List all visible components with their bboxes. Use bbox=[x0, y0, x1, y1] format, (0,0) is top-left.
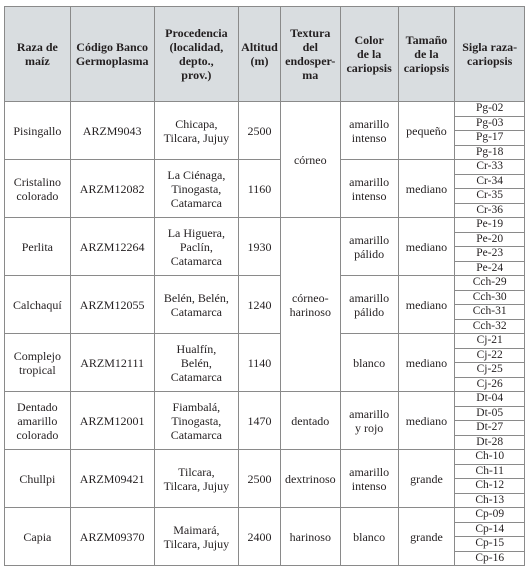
sigla-cell: Cch-29 bbox=[455, 276, 525, 291]
codigo-cell: ARZM9043 bbox=[70, 102, 154, 160]
codigo-cell: ARZM09421 bbox=[70, 450, 154, 508]
sigla-cell: Ch-11 bbox=[455, 464, 525, 479]
sigla-cell: Pe-20 bbox=[455, 232, 525, 247]
header-raza: Raza de maíz bbox=[5, 7, 71, 102]
raza-cell: Perlita bbox=[5, 218, 71, 276]
sigla-cell: Cch-30 bbox=[455, 290, 525, 305]
sigla-cell: Cch-32 bbox=[455, 319, 525, 334]
sigla-cell: Cch-31 bbox=[455, 305, 525, 320]
sigla-cell: Dt-28 bbox=[455, 435, 525, 450]
sigla-cell: Cj-22 bbox=[455, 348, 525, 363]
raza-cell: Calchaquí bbox=[5, 276, 71, 334]
sigla-cell: Pe-19 bbox=[455, 218, 525, 233]
altitud-cell: 1930 bbox=[239, 218, 281, 276]
sigla-cell: Ch-13 bbox=[455, 493, 525, 508]
codigo-cell: ARZM12001 bbox=[70, 392, 154, 450]
procedencia-cell: La Ciénaga, Tinogasta, Catamarca bbox=[154, 160, 239, 218]
sigla-cell: Ch-10 bbox=[455, 450, 525, 465]
raza-cell: Chullpi bbox=[5, 450, 71, 508]
sigla-cell: Pg-02 bbox=[455, 102, 525, 117]
color-cell: amarillo intenso bbox=[340, 160, 398, 218]
textura-cell: córneo bbox=[280, 102, 340, 218]
sigla-cell: Dt-04 bbox=[455, 392, 525, 407]
color-cell: amarillo intenso bbox=[340, 102, 398, 160]
table-row bbox=[5, 508, 525, 523]
textura-cell: córneo- harinoso bbox=[280, 218, 340, 392]
maize-races-table bbox=[4, 6, 525, 566]
procedencia-cell: Fiambalá, Tinogasta, Catamarca bbox=[154, 392, 239, 450]
raza-cell: Cristalino colorado bbox=[5, 160, 71, 218]
table-row bbox=[5, 102, 525, 117]
altitud-cell: 1160 bbox=[239, 160, 281, 218]
codigo-cell: ARZM09370 bbox=[70, 508, 154, 566]
textura-cell: dextrinoso bbox=[280, 450, 340, 508]
raza-cell: Pisingallo bbox=[5, 102, 71, 160]
sigla-cell: Cr-34 bbox=[455, 174, 525, 189]
tamano-cell: mediano bbox=[398, 392, 455, 450]
procedencia-cell: La Higuera, Paclín, Catamarca bbox=[154, 218, 239, 276]
header-textura: Textura del endosper- ma bbox=[280, 7, 340, 102]
sigla-cell: Cr-35 bbox=[455, 189, 525, 204]
raza-cell: Complejo tropical bbox=[5, 334, 71, 392]
table-row bbox=[5, 392, 525, 407]
tamano-cell: mediano bbox=[398, 160, 455, 218]
altitud-cell: 2500 bbox=[239, 102, 281, 160]
header-row bbox=[5, 7, 525, 102]
color-cell: amarillo y rojo bbox=[340, 392, 398, 450]
altitud-cell: 1140 bbox=[239, 334, 281, 392]
sigla-cell: Cp-09 bbox=[455, 508, 525, 523]
codigo-cell: ARZM12055 bbox=[70, 276, 154, 334]
procedencia-cell: Tilcara, Tilcara, Jujuy bbox=[154, 450, 239, 508]
sigla-cell: Cj-26 bbox=[455, 377, 525, 392]
textura-cell: dentado bbox=[280, 392, 340, 450]
header-color: Color de la cariopsis bbox=[340, 7, 398, 102]
color-cell: amarillo intenso bbox=[340, 450, 398, 508]
codigo-cell: ARZM12264 bbox=[70, 218, 154, 276]
color-cell: amarillo pálido bbox=[340, 276, 398, 334]
sigla-cell: Cj-21 bbox=[455, 334, 525, 349]
header-sigla: Sigla raza- cariopsis bbox=[455, 7, 525, 102]
sigla-cell: Pg-17 bbox=[455, 131, 525, 146]
sigla-cell: Dt-27 bbox=[455, 421, 525, 436]
tamano-cell: grande bbox=[398, 450, 455, 508]
codigo-cell: ARZM12082 bbox=[70, 160, 154, 218]
procedencia-cell: Maimará, Tilcara, Jujuy bbox=[154, 508, 239, 566]
header-tamano: Tamaño de la cariopsis bbox=[398, 7, 455, 102]
sigla-cell: Pe-23 bbox=[455, 247, 525, 262]
color-cell: blanco bbox=[340, 334, 398, 392]
raza-cell: Capia bbox=[5, 508, 71, 566]
altitud-cell: 2500 bbox=[239, 450, 281, 508]
altitud-cell: 1470 bbox=[239, 392, 281, 450]
table-row bbox=[5, 276, 525, 291]
tamano-cell: mediano bbox=[398, 334, 455, 392]
table-row bbox=[5, 218, 525, 233]
codigo-cell: ARZM12111 bbox=[70, 334, 154, 392]
sigla-cell: Ch-12 bbox=[455, 479, 525, 494]
header-altitud: Altitud (m) bbox=[239, 7, 281, 102]
sigla-cell: Cj-25 bbox=[455, 363, 525, 378]
sigla-cell: Pe-24 bbox=[455, 261, 525, 276]
table-row bbox=[5, 450, 525, 465]
header-procedencia: Procedencia (localidad, depto., prov.) bbox=[154, 7, 239, 102]
color-cell: blanco bbox=[340, 508, 398, 566]
sigla-cell: Cr-36 bbox=[455, 203, 525, 218]
sigla-cell: Cp-16 bbox=[455, 551, 525, 566]
procedencia-cell: Hualfín, Belén, Catamarca bbox=[154, 334, 239, 392]
color-cell: amarillo pálido bbox=[340, 218, 398, 276]
tamano-cell: mediano bbox=[398, 218, 455, 276]
altitud-cell: 1240 bbox=[239, 276, 281, 334]
sigla-cell: Pg-03 bbox=[455, 116, 525, 131]
sigla-cell: Pg-18 bbox=[455, 145, 525, 160]
sigla-cell: Cp-15 bbox=[455, 537, 525, 552]
header-codigo: Código Banco Germoplasma bbox=[70, 7, 154, 102]
tamano-cell: mediano bbox=[398, 276, 455, 334]
table-row bbox=[5, 160, 525, 175]
textura-cell: harinoso bbox=[280, 508, 340, 566]
procedencia-cell: Chicapa, Tilcara, Jujuy bbox=[154, 102, 239, 160]
tamano-cell: grande bbox=[398, 508, 455, 566]
sigla-cell: Cp-14 bbox=[455, 522, 525, 537]
table-row bbox=[5, 334, 525, 349]
sigla-cell: Cr-33 bbox=[455, 160, 525, 175]
sigla-cell: Dt-05 bbox=[455, 406, 525, 421]
altitud-cell: 2400 bbox=[239, 508, 281, 566]
procedencia-cell: Belén, Belén, Catamarca bbox=[154, 276, 239, 334]
raza-cell: Dentado amarillo colorado bbox=[5, 392, 71, 450]
tamano-cell: pequeño bbox=[398, 102, 455, 160]
table-container bbox=[4, 6, 525, 566]
